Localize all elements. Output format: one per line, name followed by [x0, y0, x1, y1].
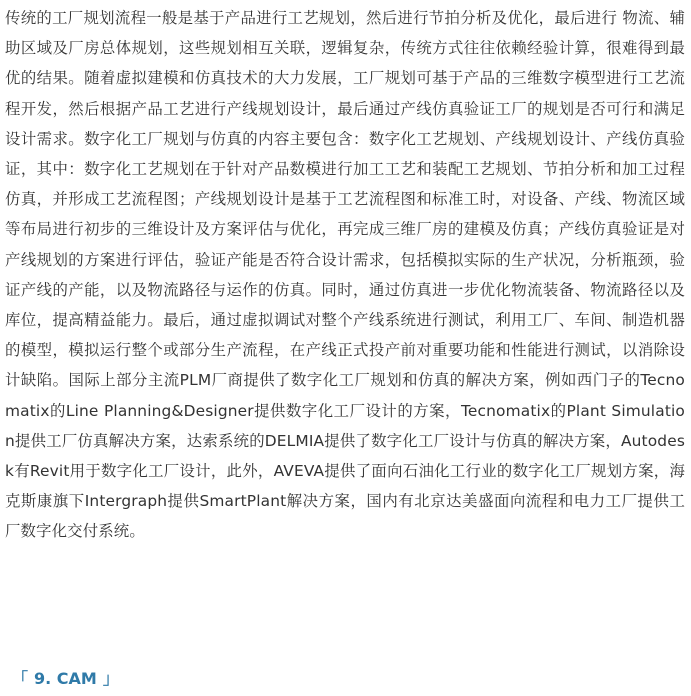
heading-bracket-close: 」	[102, 669, 119, 688]
article-paragraph: 传统的工厂规划流程一般是基于产品进行工艺规划，然后进行节拍分析及优化，最后进行 物流、辅助区域及厂房总体规划，这些规划相互关联，逻辑复杂，传统方式往往依赖经验计算，很难得到最优的结果。随着虚拟建模和仿真技术的大力发展，工厂规划可基于产品的三维数字模型进行工艺流程开发，然后根据产品工艺进行产线规划设计，最后通过产线仿真验证工厂的规划是否可行和满足设计需求。数字化工厂规划与仿真的内容主要包含：数字化工艺规划、产线规划设计、产线仿真验证，其中：数字化工艺规划在于针对产品数模进行加工工艺和装配工艺规划、节拍分析和加工过程仿真，并形成工艺流程图；产线规划设计是基于工艺流程图和标准工时，对设备、产线、物流区域等布局进行初步的三维设计及方案评估与优化，再完成三维厂房的建模及仿真；产线仿真验证是对产线规划的方案进行评估，验证产能是否符合设计需求，包括模拟实际的生产状况，分析瓶颈，验证产线的产能，以及物流路径与运作的仿真。同时，通过仿真进一步优化物流装备、物流路径以及库位，提高精益能力。最后，通过虚拟调试对整个产线系统进行测试，利用工厂、车间、制造机器的模型，模拟运行整个或部分生产流程，在产线正式投产前对重要功能和性能进行测试，以消除设计缺陷。国际上部分主流PLM厂商提供了数字化工厂规划和仿真的解决方案，例如西门子的Tecnomatix的Line Planning&Designer提供数字化工厂设计的方案，Tecnomatix的Plant Simulation提供工厂仿真解决方案，达索系统的DELMIA提供了数字化工厂设计与仿真的解决方案，Autodesk有Revit用于数字化工厂设计，此外，AVEVA提供了面向石油化工行业的数字化工厂规划方案，海克斯康旗下Intergraph提供SmartPlant解决方案，国内有北京达美盛面向流程和电力工厂提供工厂数字化交付系统。	[5, 9, 685, 541]
heading-bracket-open: 「	[12, 669, 29, 688]
section-heading	[12, 666, 119, 692]
article-body	[5, 3, 685, 547]
section-title: 9. CAM	[34, 669, 97, 688]
